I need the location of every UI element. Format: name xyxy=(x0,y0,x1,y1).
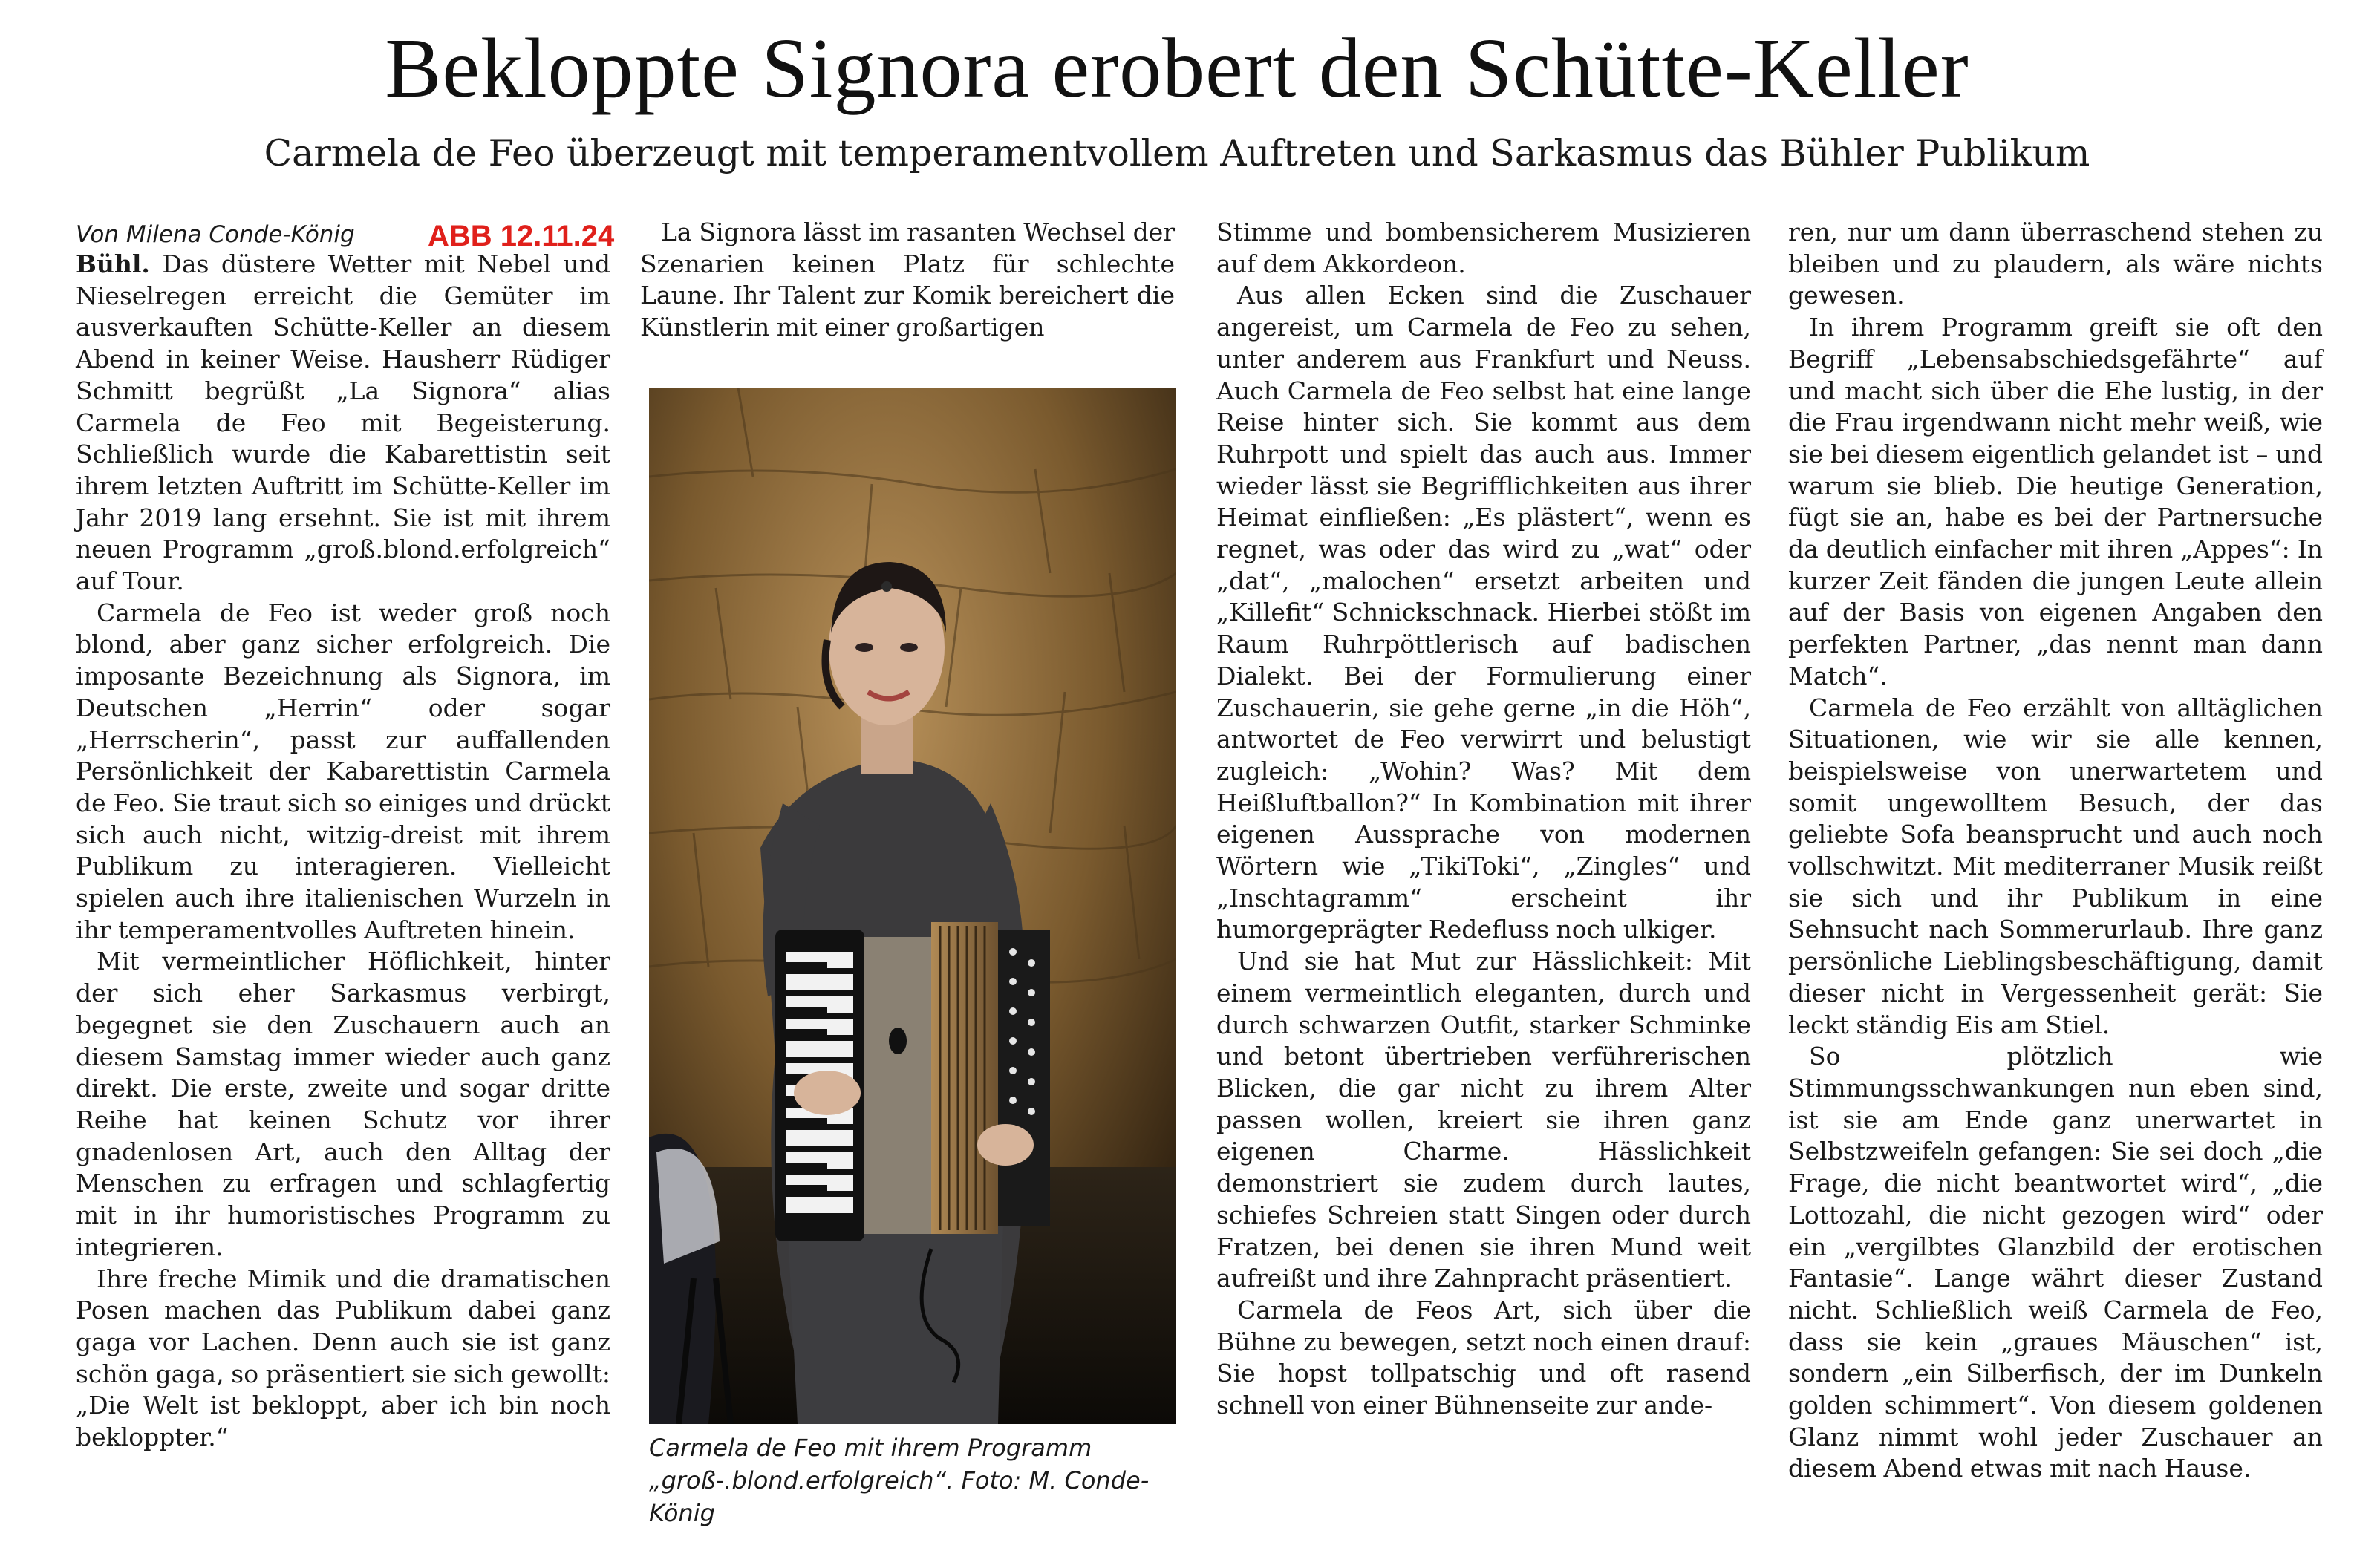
article-column-3 xyxy=(1216,217,1751,1422)
article-column-2 xyxy=(640,217,1175,344)
subheadline: Carmela de Feo überzeugt mit temperamentvollem Auftreten und Sarkasmus das Bühler Publikum xyxy=(264,132,2090,174)
headline: Bekloppte Signora erobert den Schütte-Keller xyxy=(385,21,1969,115)
paragraph: ren, nur um dann überraschend stehen zu bleiben und zu plaudern, als wäre nichts gewesen. xyxy=(1788,218,2323,310)
paragraph: Stimme und bombensicherem Musizieren auf dem Akkordeon. xyxy=(1216,218,1751,278)
photo-caption: Carmela de Feo mit ihrem Programm „groß-.blond.erfolgreich“. Foto: M. Conde-König xyxy=(649,1434,1150,1527)
article-column-4 xyxy=(1788,217,2323,1485)
dateline: Bühl. xyxy=(76,249,150,278)
paragraph: Carmela de Feo erzählt von alltäglichen Situationen, wie wir sie alle kennen, beispielsweise von unerwartetem und somit ungewolltem Besuch, der das geliebte Sofa beansprucht und auch noch vollschwitzt. Mit mediterraner Musik reißt sie sich und ihr Publikum in eine Sehnsucht nach Sommerurlaub. Ihre ganz persönliche Lieblingsbeschäftigung, damit dieser nicht in Vergessenheit gerät: Sie leckt ständig Eis am Stiel. xyxy=(1788,693,2323,1039)
performer-photo xyxy=(649,388,1176,1424)
paragraph-text: Das düstere Wetter mit Nebel und Nieselregen erreicht die Gemüter im ausverkauften Schütte-Keller an diesem Abend in keiner Weise. Hausherr Rüdiger Schmitt begrüßt „La Signora“ alias Carmela de Feo mit Begeisterung. Schließlich wurde die Kabarettistin seit ihrem letzten Auftritt im Schütte-Keller im Jahr 2019 lang ersehnt. Sie ist mit ihrem neuen Programm „groß.blond.erfolgreich“ auf Tour. xyxy=(76,249,610,596)
paragraph: Carmela de Feo ist weder groß noch blond, aber ganz sicher erfolgreich. Die imposante Bezeichnung als Signora, im Deutschen „Herrin“ oder sogar „Herrscherin“, passt zur auffallenden Persönlichkeit der Kabarettistin Carmela de Feo. Sie traut sich so einiges und drückt sich auch nicht, witzig-dreist mit ihrem Publikum zu interagieren. Vielleicht spielen auch ihre italienischen Wurzeln in ihr temperamentvolles Auftreten hinein. xyxy=(76,598,610,944)
paragraph: Carmela de Feos Art, sich über die Bühne zu bewegen, setzt noch einen drauf: Sie hopst tollpatschig und oft rasend schnell von einer Bühnenseite zur ande- xyxy=(1216,1295,1751,1420)
paragraph xyxy=(76,249,610,598)
paragraph: Ihre freche Mimik und die dramatischen Posen machen das Publikum dabei ganz gaga vor Lachen. Denn auch sie ist ganz schön gaga, so präsentiert sie sich gewollt: „Die Welt ist bekloppt, aber ich bin noch bekloppter.“ xyxy=(76,1264,610,1452)
article-column-1 xyxy=(76,249,610,1454)
date-stamp: ABB 12.11.24 xyxy=(428,220,615,252)
paragraph: In ihrem Programm greift sie oft den Begriff „Lebensabschiedsgefährte“ auf und macht sich über die Ehe lustig, in der die Frau irgendwann nicht mehr weiß, wie sie bei diesem eigentlich gelandet ist – und warum sie blieb. Die heutige Generation, fügt sie an, habe es bei der Partnersuche da deutlich einfacher mit ihren „Appes“: In kurzer Zeit fänden die jungen Leute allein auf der Basis von eigenen Angaben den perfekten Partner, „das nennt man dann Match“. xyxy=(1788,313,2323,690)
paragraph: La Signora lässt im rasanten Wechsel der Szenarien keinen Platz für schlechte Laune. Ihr Talent zur Komik bereichert die Künstlerin mit einer großartigen xyxy=(640,218,1175,342)
paragraph: Und sie hat Mut zur Hässlichkeit: Mit einem vermeintlich eleganten, durch und durch schwarzen Outfit, starker Schminke und betont übertrieben verführerischen Blicken, die gar nicht zu ihrem Alter passen wollen, kreiert sie ihren ganz eigenen Charme. Hässlichkeit demonstriert sie zudem durch lautes, schiefes Schreien statt Singen oder durch Fratzen, bei denen sie ihren Mund weit aufreißt und ihre Zahnpracht präsentiert. xyxy=(1216,947,1751,1293)
author-byline: Von Milena Conde-König xyxy=(76,221,355,248)
paragraph: So plötzlich wie Stimmungsschwankungen nun eben sind, ist sie am Ende ganz unerwartet in Selbstzweifeln gefangen: Sie sei doch „die Frage, die nicht beantwortet wird“, „die Lottozahl, die nicht gezogen wird“ oder ein „vergilbtes Glanzbild der erotischen Fantasie“. Lange währt dieser Zustand nicht. Schließlich weiß Carmela de Feo, dass sie kein „graues Mäuschen“ ist, sondern „ein Silberfisch, der im Dunkeln golden schimmert“. Von diesem goldenen Glanz nimmt wohl jeder Zuschauer an diesem Abend etwas mit nach Hause. xyxy=(1788,1042,2323,1483)
paragraph: Aus allen Ecken sind die Zuschauer angereist, um Carmela de Feo zu sehen, unter anderem aus Frankfurt und Neuss. Auch Carmela de Feo selbst hat eine lange Reise hinter sich. Sie kommt aus dem Ruhrpott und spielt das auch aus. Immer wieder lässt sie Begrifflichkeiten aus ihrer Heimat einfließen: „Es plästert“, wenn es regnet, was oder das wird zu „wat“ oder „dat“, „malochen“ ersetzt arbeiten und „Killefit“ Schnickschnack. Hierbei stößt im Raum Ruhrpöttlerisch auf badischen Dialekt. Bei der Formulierung einer Zuschauerin, sie gehe gerne „in die Höh“, antwortet de Feo verwirrt und belustigt zugleich: „Wohin? Was? Mit dem Heißluftballon?“ In Kombination mit ihrer eigenen Aussprache von modernen Wörtern wie „TikiToki“, „Zingles“ und „Inschtagramm“ erscheint ihr humorgeprägter Redefluss noch ulkiger. xyxy=(1216,281,1751,944)
paragraph: Mit vermeintlicher Höflichkeit, hinter der sich eher Sarkasmus verbirgt, begegnet sie den Zuschauern auch an diesem Samstag immer wieder auch ganz direkt. Die erste, zweite und sogar dritte Reihe hat keinen Schutz vor ihrer gnadenlosen Art, auch den Alltag der Menschen zu erfragen und schlagfertig mit in ihr humoristisches Programm zu integrieren. xyxy=(76,947,610,1261)
